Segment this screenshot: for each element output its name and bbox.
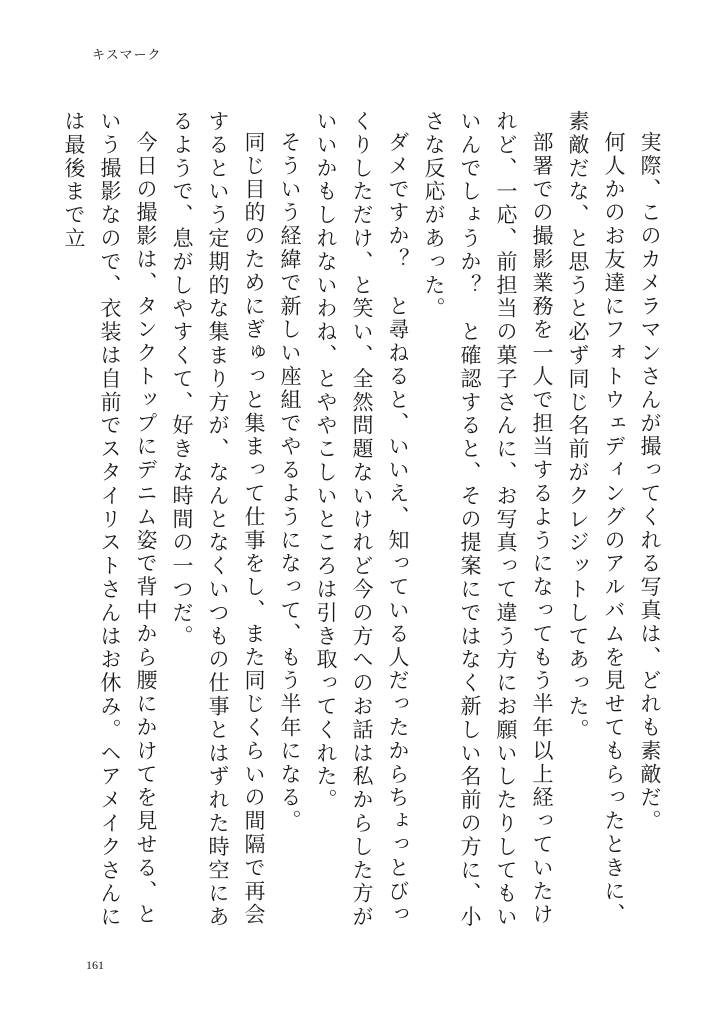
- paragraph-5: そういう経緯で新しい座組でやるようになって、もう半年になる。: [278, 131, 302, 833]
- running-title: キスマーク: [92, 48, 162, 63]
- paragraph-2: 何人かのお友達にフォトウェディングのアルバムを見せてもらったときに、素敵だな、と思うと必ず同じ名前がクレジットしてあった。: [566, 110, 626, 927]
- paragraph-1: 実際、このカメラマンさんが撮ってくれる写真は、どれも素敵だ。: [638, 131, 662, 833]
- vertical-body-text: [62, 110, 668, 940]
- paragraph-4: ダメですか？ と尋ねると、いいえ、知っている人だったからちょっとびっくりしただけ、と笑い、全然問題ないけれど今の方へのお話は私からした方がいいかもしれないわね、とややこしいところは引き取ってくれた。: [314, 110, 410, 929]
- paragraph-7: 今日の撮影は、タンクトップにデニム姿で背中から腰にかけてを見せる、という撮影なので、衣装は自前でスタイリストさんはお休み。ヘアメイクさんには最後まで立: [62, 110, 158, 929]
- paragraph-3: 部署での撮影業務を一人で担当するようになってもう半年以上経っていたけれど、一応、前担当の菓子さんに、お写真って違う方にお願いしたりしてもいいんでしょうか？ と確認すると、その提案にではなく新しい名前の方に、小さな反応があった。: [422, 110, 554, 929]
- page-number: 161: [86, 958, 104, 972]
- paragraph-6: 同じ目的のためにぎゅっと集まって仕事をし、また同じくらいの間隔で再会するという定期的な集まり方が、なんとなくいつもの仕事とはずれた時空にあるようで、息がしやすくて、好きな時間の一つだ。: [170, 110, 266, 929]
